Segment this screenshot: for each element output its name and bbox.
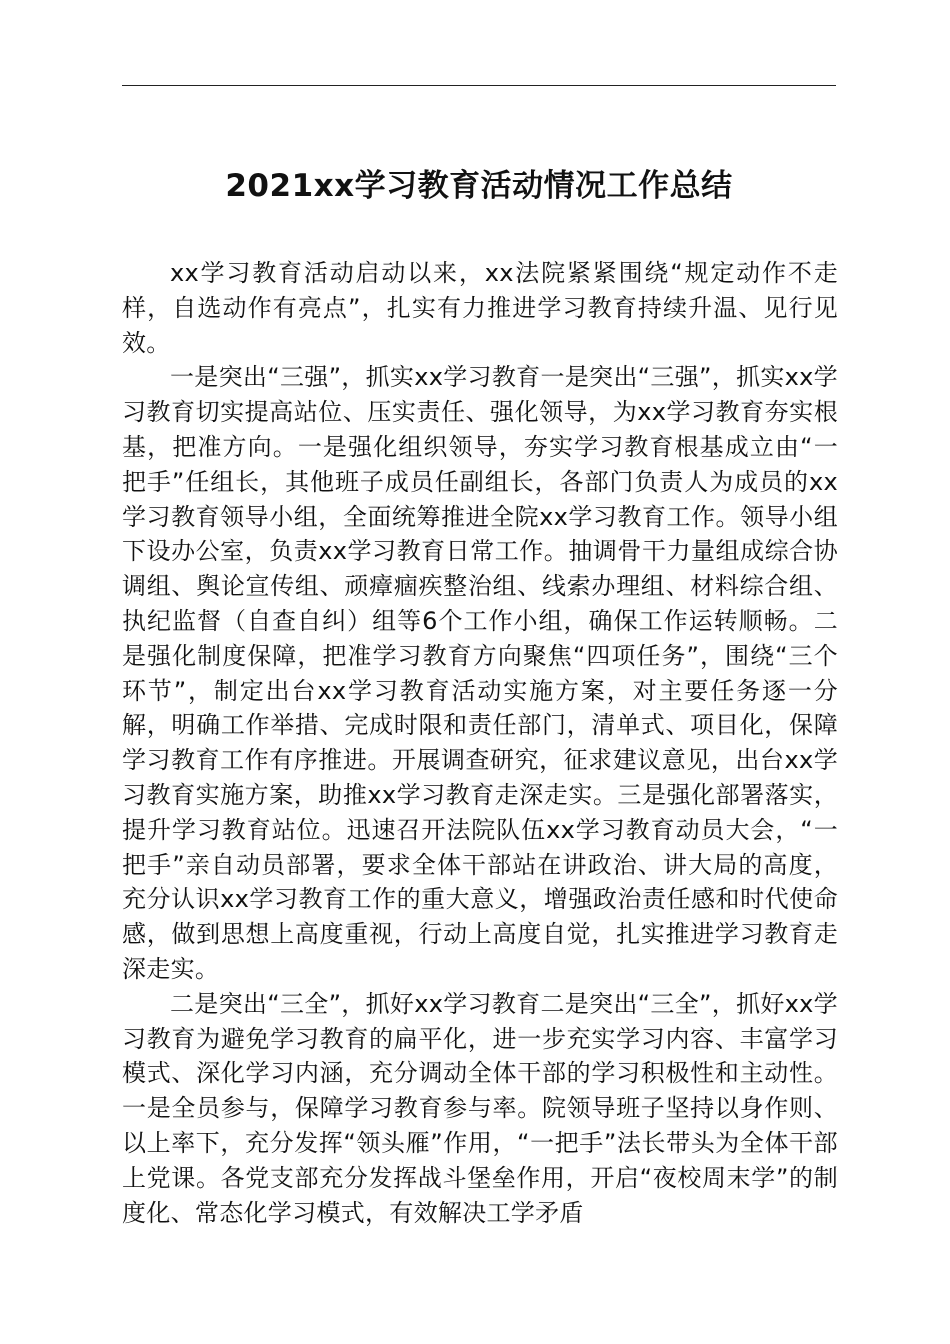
document-body [122, 256, 838, 1230]
paragraph-san-quan: 二是突出“三全”，抓好xx学习教育二是突出“三全”，抓好xx学习教育为避免学习教育的扁平化，进一步充实学习内容、丰富学习模式、深化学习内涵，充分调动全体干部的学习积极性和主动性。一是全员参与，保障学习教育参与率。院领导班子坚持以身作则、以上率下，充分发挥“领头雁”作用，“一把手”法长带头为全体干部上党课。各党支部充分发挥战斗堡垒作用，开启“夜校周末学”的制度化、常态化学习模式，有效解决工学矛盾 [122, 989, 838, 1227]
document-title: 2021xx学习教育活动情况工作总结 [225, 168, 733, 204]
paragraph-san-qiang: 一是突出“三强”，抓实xx学习教育一是突出“三强”，抓实xx学习教育切实提高站位、压实责任、强化领导，为xx学习教育夯实根基，把准方向。一是强化组织领导，夯实学习教育根基成立由“一把手”任组长，其他班子成员任副组长，各部门负责人为成员的xx学习教育领导小组，全面统筹推进全院xx学习教育工作。领导小组下设办公室，负责xx学习教育日常工作。抽调骨干力量组成综合协调组、舆论宣传组、顽瘴痼疾整治组、线索办理组、材料综合组、执纪监督（自查自纠）组等6个工作小组，确保工作运转顺畅。二是强化制度保障，把准学习教育方向聚焦“四项任务”，围绕“三个环节”，制定出台xx学习教育活动实施方案，对主要任务逐一分解，明确工作举措、完成时限和责任部门，清单式、项目化，保障学习教育工作有序推进。开展调查研究，征求建议意见，出台xx学习教育实施方案，助推xx学习教育走深走实。三是强化部署落实，提升学习教育站位。迅速召开法院队伍xx学习教育动员大会，“一把手”亲自动员部署，要求全体干部站在讲政治、讲大局的高度，充分认识xx学习教育工作的重大意义，增强政治责任感和时代使命感，做到思想上高度重视，行动上高度自觉，扎实推进学习教育走深走实。 [122, 363, 838, 983]
header-rule [122, 85, 836, 86]
paragraph-intro: xx学习教育活动启动以来，xx法院紧紧围绕“规定动作不走样，自选动作有亮点”，扎实有力推进学习教育持续升温、见行见效。 [122, 259, 838, 357]
